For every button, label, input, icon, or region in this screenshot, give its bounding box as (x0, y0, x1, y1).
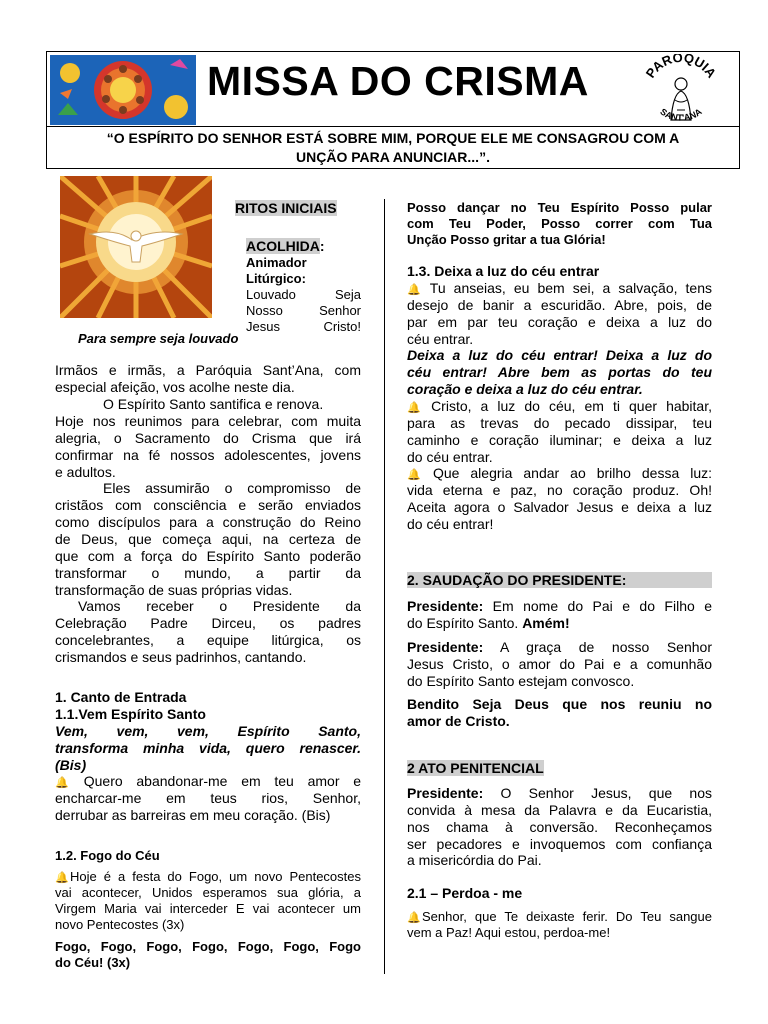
song-verse-line: vem a Paz! Aqui estou, perdoa-me! (407, 925, 611, 940)
song-title: 1.3. Deixa a luz do céu entrar (407, 263, 600, 279)
word: Nosso (246, 303, 283, 318)
song-verse-line: par em par teu coração e deixa a luz do (407, 314, 712, 330)
section-heading-canto-entrada: 1. Canto de Entrada (55, 689, 187, 705)
bell-icon: 🔔 (407, 284, 421, 296)
paragraph-line: Irmãos e irmãs, a Paróquia Sant’Ana, com (55, 362, 361, 378)
song-verse-line: do céu entrar. (407, 449, 493, 465)
dialogue-line: ser pecadores e invoquemos com confiança (407, 836, 712, 852)
louvado-line (246, 287, 361, 303)
song-refrain-line: céu entrar! Abre bem as portas do teu (407, 364, 712, 380)
svg-text:PARÓQUIA: PARÓQUIA (642, 54, 720, 81)
quote-line: UNÇÃO PARA ANUNCIAR...”. (296, 149, 490, 165)
song-verse-line (407, 909, 712, 926)
paragraph-line: O Espírito Santo santifica e renova. (103, 396, 324, 412)
song-verse-line (407, 465, 712, 483)
verse-text: Tu anseias, eu bem sei, a salvação, tens (429, 280, 712, 296)
paragraph-line: Hoje nos reunimos para celebrar, com muita (55, 413, 361, 429)
song-verse-line: Aceita agora o Salvador Jesus e deixa a luz (407, 499, 712, 515)
assembly-response: Bendito Seja Deus que nos reuniu no (407, 696, 712, 712)
louvado-line (246, 303, 361, 319)
bell-icon: 🔔 (407, 469, 421, 481)
crisma-logo-image (50, 55, 196, 125)
song-verse-line: caminho e coração iluminar; e deixa a luz (407, 432, 712, 448)
column-divider (384, 199, 385, 974)
verse-text: Senhor, que Te deixaste ferir. Do Teu sangue (422, 909, 712, 924)
paragraph-line: crismandos e seus padrinhos, cantando. (55, 649, 307, 665)
paragraph-line: como discípulos para a construção do Reino (55, 514, 361, 530)
animador-label: Animador (246, 255, 307, 270)
assembly-response: amor de Cristo. (407, 713, 510, 729)
dialogue-text: Em nome do Pai e do Filho e (483, 598, 712, 614)
word: Cristo! (323, 319, 361, 334)
dialogue-line (407, 639, 712, 655)
assembly-response: Amém! (522, 615, 570, 631)
verse-text: Que alegria andar ao brilho dessa luz: (432, 465, 713, 481)
svg-text:SANT'ANA: SANT'ANA (658, 106, 704, 123)
song-verse-line (55, 869, 361, 886)
paragraph-line: Eles assumirão o compromisso de (103, 480, 361, 496)
song-refrain-line: Vem, vem, vem, Espírito Santo, (55, 723, 361, 739)
song-refrain-line: Deixa a luz do céu entrar! Deixa a luz do (407, 347, 712, 363)
song-verse-line (55, 773, 361, 791)
paragraph-line: cristãos com consciência e serão enviados (55, 497, 361, 513)
parish-seal-logo (641, 54, 721, 126)
holy-spirit-dove-image (60, 176, 212, 318)
word: Louvado (246, 287, 296, 302)
louvado-line (246, 319, 361, 335)
section-heading-saudacao: 2. SAUDAÇÃO DO PRESIDENTE: (407, 572, 712, 588)
song-refrain-line: coração e deixa a luz do céu entrar. (407, 381, 643, 397)
song-verse-line: do céu entrar! (407, 516, 494, 532)
header-box (46, 51, 740, 127)
song-verse-line (407, 398, 712, 416)
subheading-acolhida (246, 238, 325, 254)
song-verse-line (407, 280, 712, 298)
section-heading-ato-penitencial: 2 ATO PENITENCIAL (407, 760, 544, 776)
paragraph-line: que com a força do Espírito Santo poderão (55, 548, 361, 564)
dialogue-line: Jesus Cristo, o amor do Pai e a comunhão (407, 656, 712, 672)
page-title: MISSA DO CRISMA (207, 58, 589, 104)
acolhida-label: ACOLHIDA (246, 238, 320, 254)
bell-icon: 🔔 (407, 912, 421, 924)
song-verse-line: novo Pentecostes (3x) (55, 917, 185, 932)
bell-icon: 🔔 (55, 777, 69, 789)
dialogue-line (407, 598, 712, 614)
dialogue-line: nos chama à conversão. Reconheçamos (407, 819, 712, 835)
song-verse-line: encharcar-me em teus rios, Senhor, (55, 790, 361, 806)
paragraph-line: especial afeição, vos acolhe neste dia. (55, 379, 295, 395)
song-verse-line: derrubar as barreiras em meu coração. (Bis) (55, 807, 331, 823)
acolhida-colon: : (319, 238, 325, 254)
word: Jesus (246, 319, 280, 334)
word: Senhor (319, 303, 361, 318)
song-verse-line: vida eterna e paz, no coração produz. Oh! (407, 482, 712, 498)
animador-label-2: Litúrgico: (246, 271, 306, 286)
quote-line: “O ESPÍRITO DO SENHOR ESTÁ SOBRE MIM, PORQUE ELE ME CONSAGROU COM A (106, 130, 680, 146)
dialogue-text: do Espírito Santo. (407, 615, 523, 631)
verse-text: Cristo, a luz do céu, em ti quer habitar, (431, 398, 713, 414)
dialogue-line (407, 785, 712, 801)
dialogue-text: A graça de nosso Senhor (483, 639, 712, 655)
bell-icon: 🔔 (407, 402, 421, 414)
song-refrain-line: do Céu! (3x) (55, 955, 131, 970)
speaker-label: Presidente: (407, 598, 484, 614)
speaker-label: Presidente: (407, 639, 484, 655)
song-refrain-line: (Bis) (55, 757, 87, 773)
paragraph-line: transformação de suas próprias vidas. (55, 582, 293, 598)
paragraph-line: de Deus, que começa aqui, na certeza de (55, 531, 361, 547)
song-line: com Teu Poder, Posso correr com Tua (407, 216, 712, 231)
dialogue-text: O Senhor Jesus, que nos (483, 785, 712, 801)
song-refrain-line: transforma minha vida, quero renascer. (55, 740, 361, 756)
song-title: 1.2. Fogo do Céu (55, 848, 160, 863)
dialogue-line: do Espírito Santo estejam convosco. (407, 673, 635, 689)
paragraph-line: Celebração Padre Dirceu, os padres (55, 615, 361, 631)
song-verse-line: vai acontecer, Unidos esperamos sua glória, a (55, 885, 361, 900)
song-verse-line: desejo de banir a escuridão. Abre, pois, de (407, 297, 712, 313)
section-heading-ritos-iniciais: RITOS INICIAIS (235, 200, 337, 216)
paragraph-line: alegria, o Sacramento do Crisma que irá (55, 430, 361, 446)
paragraph-line: concelebrantes, a equipe litúrgica, os (55, 632, 361, 648)
dialogue-line (407, 615, 570, 631)
verse-text: Quero abandonar-me em teu amor e (83, 773, 362, 789)
word: Seja (334, 287, 361, 302)
paragraph-line: e adultos. (55, 464, 116, 480)
song-title: 2.1 – Perdoa - me (407, 885, 523, 901)
song-verse-line: Virgem Maria vai interceder E vai acontecer um (55, 901, 361, 916)
bell-icon: 🔔 (55, 872, 69, 884)
dialogue-line: a misericórdia do Pai. (407, 852, 542, 868)
speaker-label: Presidente: (407, 785, 484, 801)
scripture-quote (46, 126, 740, 169)
song-title: 1.1.Vem Espírito Santo (55, 706, 206, 722)
dialogue-line: convida à mesa da Palavra e da Eucaristia, (407, 802, 712, 818)
assembly-response: Para sempre seja louvado (78, 331, 239, 346)
song-line: Posso dançar no Teu Espírito Posso pular (407, 200, 712, 215)
verse-text: Hoje é a festa do Fogo, um novo Pentecostes (70, 869, 361, 884)
paragraph-line: Vamos receber o Presidente da (78, 598, 361, 614)
song-refrain-line: Fogo, Fogo, Fogo, Fogo, Fogo, Fogo, Fogo (55, 939, 361, 954)
song-verse-line: céu entrar. (407, 331, 474, 347)
song-line: Unção Posso gritar a tua Glória! (407, 232, 606, 247)
paragraph-line: confirmar na fé nossos adolescentes, jovens (55, 447, 361, 463)
paragraph-line: transformar o mundo, a partir da (55, 565, 361, 581)
song-verse-line: para as trevas do pecado dissipar, teu (407, 415, 712, 431)
